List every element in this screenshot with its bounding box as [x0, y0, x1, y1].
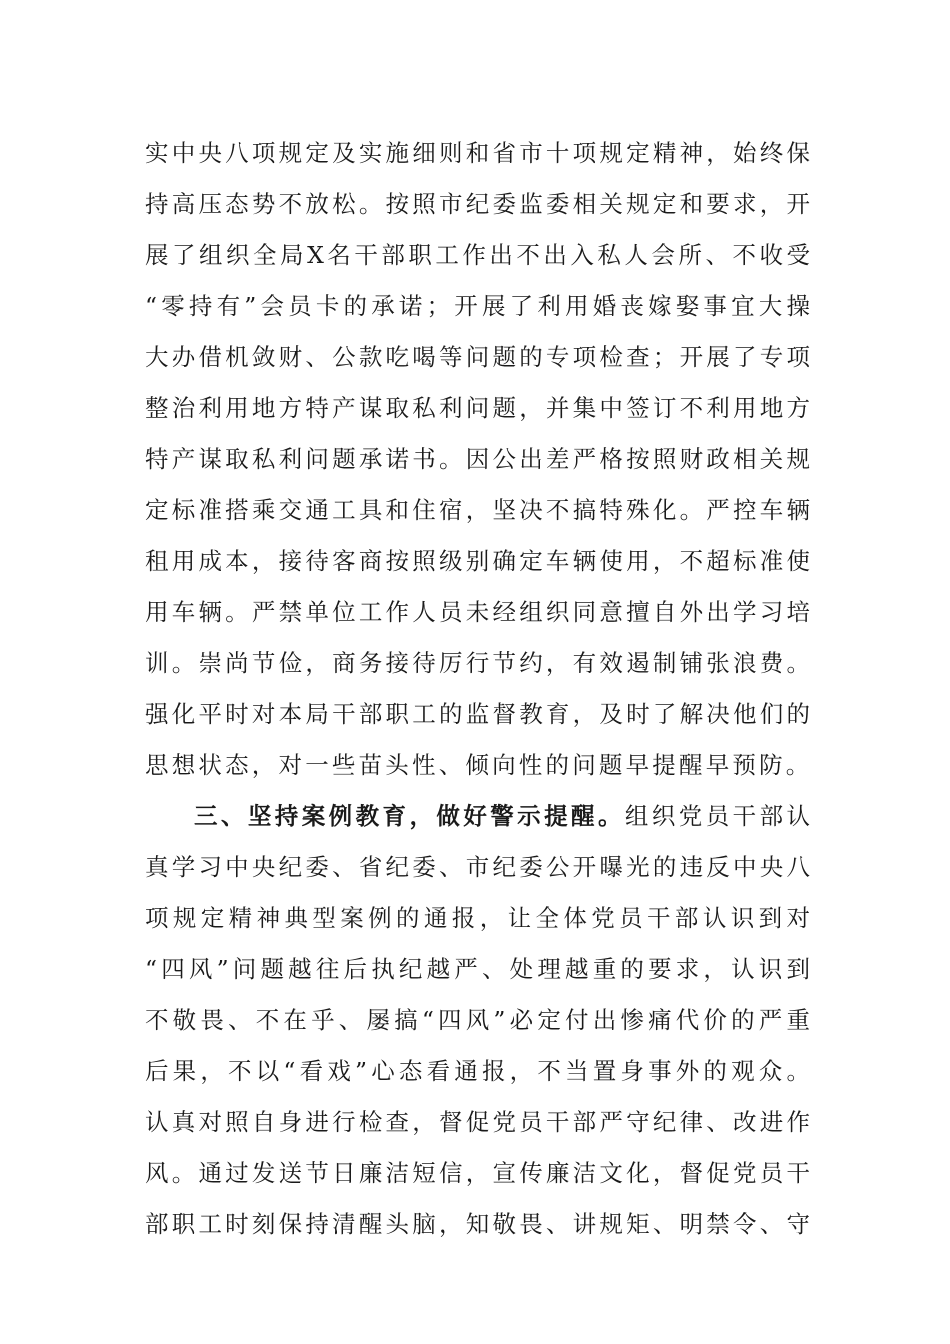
text-line: 展了组织全局X名干部职工作出不出入私人会所、不收受 [145, 241, 810, 269]
text-line: 特产谋取私利问题承诺书。因公出差严格按照财政相关规 [145, 445, 810, 473]
text-line: 部职工时刻保持清醒头脑，知敬畏、讲规矩、明禁令、守 [145, 1210, 810, 1238]
text-line: 租用成本，接待客商按照级别确定车辆使用，不超标准使 [145, 547, 810, 575]
text-line: 风。通过发送节日廉洁短信，宣传廉洁文化，督促党员干 [145, 1159, 810, 1187]
section-heading: 三、坚持案例教育，做好警示提醒。 [194, 802, 625, 830]
text-line: 项规定精神典型案例的通报，让全体党员干部认识到对 [145, 904, 810, 932]
text-line: 持高压态势不放松。按照市纪委监委相关规定和要求，开 [145, 190, 810, 218]
paragraph-2 [145, 791, 810, 1250]
text-line: 不敬畏、不在乎、屡搞“四风”必定付出惨痛代价的严重 [145, 1006, 810, 1034]
heading-line-text: 组织党员干部认 [624, 802, 811, 830]
text-line: 思想状态，对一些苗头性、倾向性的问题早提醒早预防。 [145, 751, 813, 779]
text-line: 大办借机敛财、公款吃喝等问题的专项检查；开展了专项 [145, 343, 810, 371]
text-line: 认真对照自身进行检查，督促党员干部严守纪律、改进作 [145, 1108, 810, 1136]
text-line: “零持有”会员卡的承诺；开展了利用婚丧嫁娶事宜大操 [145, 292, 810, 320]
body-text [145, 128, 813, 1250]
section-heading-line [145, 791, 810, 842]
text-line: 真学习中央纪委、省纪委、市纪委公开曝光的违反中央八 [145, 853, 810, 881]
text-line: 用车辆。严禁单位工作人员未经组织同意擅自外出学习培 [145, 598, 810, 626]
paragraph-1 [145, 128, 813, 791]
text-line: 训。崇尚节俭，商务接待厉行节约，有效遏制铺张浪费。 [145, 649, 810, 677]
text-line: 整治利用地方特产谋取私利问题，并集中签订不利用地方 [145, 394, 810, 422]
text-line: 定标准搭乘交通工具和住宿，坚决不搞特殊化。严控车辆 [145, 496, 810, 524]
text-line: 实中央八项规定及实施细则和省市十项规定精神，始终保 [145, 139, 810, 167]
text-line: 强化平时对本局干部职工的监督教育，及时了解决他们的 [145, 700, 810, 728]
text-line: 后果，不以“看戏”心态看通报，不当置身事外的观众。 [145, 1057, 810, 1085]
text-line: “四风”问题越往后执纪越严、处理越重的要求，认识到 [145, 955, 810, 983]
